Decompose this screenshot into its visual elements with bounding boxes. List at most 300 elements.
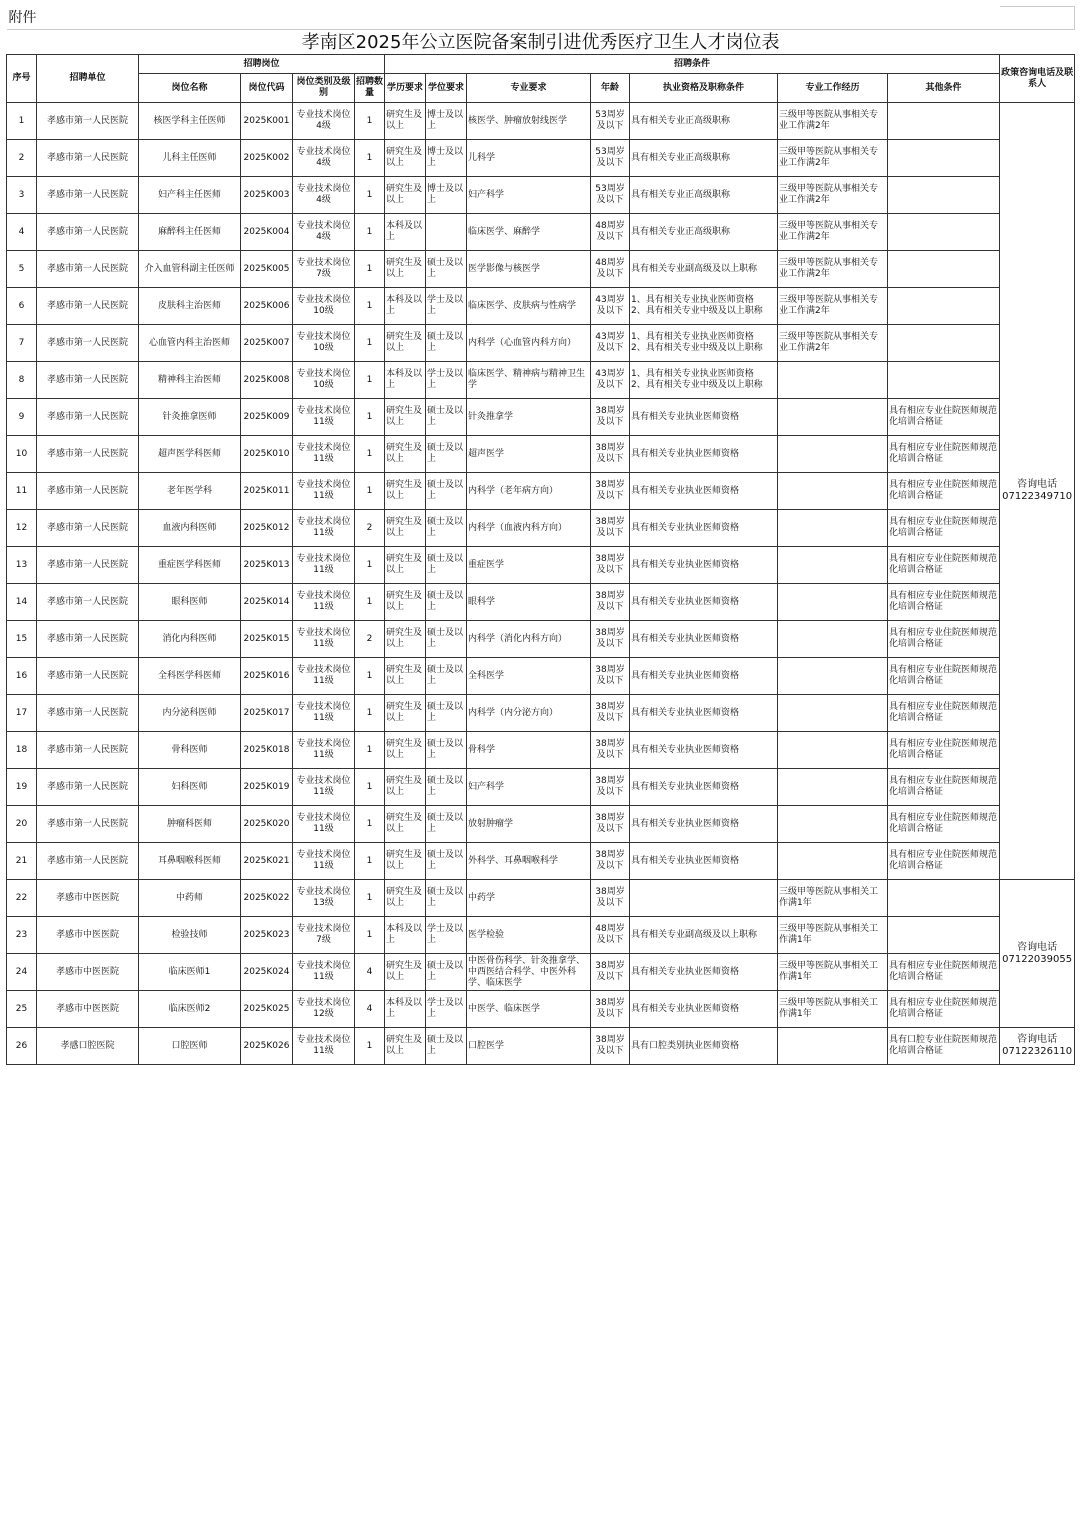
cell-count: 1: [355, 436, 385, 473]
cell-count: 1: [355, 1028, 385, 1065]
header-qualification: 执业资格及职称条件: [630, 74, 778, 103]
cell-major: 内科学（血液内科方向）: [467, 510, 591, 547]
cell-major: 中医骨伤科学、针灸推拿学、中西医结合科学、中医外科学、临床医学: [467, 954, 591, 991]
header-group-position: 招聘岗位: [139, 55, 385, 74]
table-row: [7, 399, 1075, 436]
cell-category: 专业技术岗位11级: [293, 584, 355, 621]
cell-education: 本科及以上: [385, 917, 426, 954]
cell-education: 研究生及以上: [385, 843, 426, 880]
cell-seq: 25: [7, 991, 37, 1028]
cell-category: 专业技术岗位11级: [293, 843, 355, 880]
cell-other: [888, 214, 1000, 251]
cell-experience: [778, 473, 888, 510]
cell-position-code: 2025K021: [241, 843, 293, 880]
cell-qualification: 具有相关专业执业医师资格: [630, 510, 778, 547]
cell-education: 研究生及以上: [385, 880, 426, 917]
cell-category: 专业技术岗位11级: [293, 399, 355, 436]
cell-position-name: 超声医学科医师: [139, 436, 241, 473]
cell-age: 38周岁及以下: [591, 843, 630, 880]
cell-position-code: 2025K020: [241, 806, 293, 843]
cell-unit: 孝感市第一人民医院: [37, 140, 139, 177]
cell-position-name: 心血管内科主治医师: [139, 325, 241, 362]
cell-position-code: 2025K023: [241, 917, 293, 954]
cell-seq: 21: [7, 843, 37, 880]
cell-count: 1: [355, 399, 385, 436]
table-row: [7, 103, 1075, 140]
cell-seq: 10: [7, 436, 37, 473]
header-major: 专业要求: [467, 74, 591, 103]
cell-position-code: 2025K001: [241, 103, 293, 140]
cell-age: 38周岁及以下: [591, 658, 630, 695]
cell-seq: 13: [7, 547, 37, 584]
cell-other: [888, 362, 1000, 399]
table-row: [7, 140, 1075, 177]
cell-other: 具有相应专业住院医师规范化培训合格证: [888, 584, 1000, 621]
cell-education: 研究生及以上: [385, 510, 426, 547]
cell-other: 具有相应专业住院医师规范化培训合格证: [888, 954, 1000, 991]
cell-age: 38周岁及以下: [591, 547, 630, 584]
cell-degree: [426, 214, 467, 251]
cell-unit: 孝感市中医医院: [37, 954, 139, 991]
table-row: [7, 880, 1075, 917]
cell-position-code: 2025K010: [241, 436, 293, 473]
cell-count: 1: [355, 288, 385, 325]
cell-experience: 三级甲等医院从事相关专业工作满2年: [778, 140, 888, 177]
cell-unit: 孝感市第一人民医院: [37, 510, 139, 547]
cell-position-name: 中药师: [139, 880, 241, 917]
header-degree: 学位要求: [426, 74, 467, 103]
cell-count: 1: [355, 695, 385, 732]
cell-count: 1: [355, 362, 385, 399]
cell-qualification: 具有相关专业执业医师资格: [630, 473, 778, 510]
cell-age: 48周岁及以下: [591, 251, 630, 288]
cell-age: 48周岁及以下: [591, 917, 630, 954]
cell-seq: 8: [7, 362, 37, 399]
cell-other: [888, 325, 1000, 362]
cell-seq: 24: [7, 954, 37, 991]
cell-experience: [778, 510, 888, 547]
cell-category: 专业技术岗位10级: [293, 325, 355, 362]
cell-position-name: 口腔医师: [139, 1028, 241, 1065]
cell-seq: 2: [7, 140, 37, 177]
table-row: [7, 991, 1075, 1028]
cell-age: 43周岁及以下: [591, 288, 630, 325]
table-row: [7, 362, 1075, 399]
table-row: [7, 325, 1075, 362]
cell-experience: [778, 769, 888, 806]
cell-unit: 孝感市第一人民医院: [37, 547, 139, 584]
header-other: 其他条件: [888, 74, 1000, 103]
cell-count: 1: [355, 177, 385, 214]
header-seq: 序号: [7, 55, 37, 103]
cell-position-code: 2025K014: [241, 584, 293, 621]
table-row: [7, 621, 1075, 658]
cell-degree: 硕士及以上: [426, 658, 467, 695]
cell-position-code: 2025K015: [241, 621, 293, 658]
cell-seq: 26: [7, 1028, 37, 1065]
cell-major: 内科学（老年病方向）: [467, 473, 591, 510]
cell-education: 研究生及以上: [385, 436, 426, 473]
cell-other: [888, 917, 1000, 954]
cell-major: 中药学: [467, 880, 591, 917]
cell-education: 研究生及以上: [385, 177, 426, 214]
cell-count: 1: [355, 103, 385, 140]
cell-qualification: 具有相关专业正高级职称: [630, 103, 778, 140]
cell-unit: 孝感市第一人民医院: [37, 695, 139, 732]
cell-qualification: 具有相关专业执业医师资格: [630, 769, 778, 806]
cell-seq: 4: [7, 214, 37, 251]
cell-qualification: 具有相关专业执业医师资格: [630, 658, 778, 695]
cell-education: 研究生及以上: [385, 621, 426, 658]
header-unit: 招聘单位: [37, 55, 139, 103]
cell-category: 专业技术岗位11级: [293, 436, 355, 473]
cell-experience: 三级甲等医院从事相关工作满1年: [778, 880, 888, 917]
cell-education: 研究生及以上: [385, 103, 426, 140]
cell-unit: 孝感市第一人民医院: [37, 325, 139, 362]
cell-education: 研究生及以上: [385, 473, 426, 510]
cell-other: [888, 103, 1000, 140]
cell-category: 专业技术岗位11级: [293, 954, 355, 991]
cell-age: 38周岁及以下: [591, 473, 630, 510]
cell-degree: 学士及以上: [426, 362, 467, 399]
header-position-code: 岗位代码: [241, 74, 293, 103]
cell-count: 4: [355, 954, 385, 991]
cell-qualification: 具有相关专业副高级及以上职称: [630, 251, 778, 288]
cell-qualification: 1、具有相关专业执业医师资格 2、具有相关专业中级及以上职称: [630, 288, 778, 325]
cell-category: 专业技术岗位11级: [293, 1028, 355, 1065]
cell-position-code: 2025K008: [241, 362, 293, 399]
cell-count: 1: [355, 547, 385, 584]
cell-major: 重症医学: [467, 547, 591, 584]
cell-position-code: 2025K003: [241, 177, 293, 214]
cell-unit: 孝感市第一人民医院: [37, 806, 139, 843]
cell-unit: 孝感市中医医院: [37, 991, 139, 1028]
cell-position-name: 儿科主任医师: [139, 140, 241, 177]
header-contact: 政策咨询电话及联系人: [1000, 55, 1075, 103]
cell-position-name: 麻醉科主任医师: [139, 214, 241, 251]
cell-education: 本科及以上: [385, 288, 426, 325]
cell-seq: 18: [7, 732, 37, 769]
cell-major: 内科学（内分泌方向）: [467, 695, 591, 732]
cell-age: 48周岁及以下: [591, 214, 630, 251]
cell-position-code: 2025K005: [241, 251, 293, 288]
job-table-sheet: [6, 6, 1074, 1065]
cell-unit: 孝感市第一人民医院: [37, 436, 139, 473]
cell-position-code: 2025K019: [241, 769, 293, 806]
cell-category: 专业技术岗位11级: [293, 510, 355, 547]
cell-position-code: 2025K026: [241, 1028, 293, 1065]
cell-degree: 学士及以上: [426, 917, 467, 954]
contact-phone: 07122349710: [1002, 491, 1073, 502]
cell-position-code: 2025K018: [241, 732, 293, 769]
cell-experience: 三级甲等医院从事相关专业工作满2年: [778, 177, 888, 214]
cell-age: 38周岁及以下: [591, 621, 630, 658]
cell-qualification: 1、具有相关专业执业医师资格 2、具有相关专业中级及以上职称: [630, 362, 778, 399]
page-title: 孝南区2025年公立医院备案制引进优秀医疗卫生人才岗位表: [7, 30, 1075, 55]
cell-seq: 19: [7, 769, 37, 806]
cell-position-name: 临床医师2: [139, 991, 241, 1028]
cell-unit: 孝感市第一人民医院: [37, 214, 139, 251]
cell-age: 38周岁及以下: [591, 954, 630, 991]
cell-experience: 三级甲等医院从事相关专业工作满2年: [778, 251, 888, 288]
table-row: [7, 954, 1075, 991]
cell-seq: 14: [7, 584, 37, 621]
cell-education: 研究生及以上: [385, 1028, 426, 1065]
cell-major: 临床医学、麻醉学: [467, 214, 591, 251]
cell-experience: [778, 658, 888, 695]
cell-experience: 三级甲等医院从事相关工作满1年: [778, 954, 888, 991]
cell-position-name: 内分泌科医师: [139, 695, 241, 732]
cell-position-name: 皮肤科主治医师: [139, 288, 241, 325]
cell-major: 全科医学: [467, 658, 591, 695]
cell-unit: 孝感市第一人民医院: [37, 362, 139, 399]
cell-experience: [778, 695, 888, 732]
cell-age: 38周岁及以下: [591, 436, 630, 473]
cell-education: 研究生及以上: [385, 695, 426, 732]
cell-category: 专业技术岗位12级: [293, 991, 355, 1028]
table-row: [7, 214, 1075, 251]
table-row: [7, 473, 1075, 510]
cell-education: 研究生及以上: [385, 140, 426, 177]
cell-count: 4: [355, 991, 385, 1028]
cell-position-code: 2025K016: [241, 658, 293, 695]
table-row: [7, 251, 1075, 288]
cell-experience: [778, 436, 888, 473]
cell-other: 具有相应专业住院医师规范化培训合格证: [888, 547, 1000, 584]
cell-count: 1: [355, 843, 385, 880]
cell-seq: 16: [7, 658, 37, 695]
cell-count: 1: [355, 917, 385, 954]
table-row: [7, 769, 1075, 806]
cell-category: 专业技术岗位11级: [293, 695, 355, 732]
cell-education: 本科及以上: [385, 214, 426, 251]
cell-major: 儿科学: [467, 140, 591, 177]
cell-major: 医学检验: [467, 917, 591, 954]
cell-other: [888, 251, 1000, 288]
cell-degree: 硕士及以上: [426, 843, 467, 880]
cell-position-code: 2025K006: [241, 288, 293, 325]
cell-position-code: 2025K009: [241, 399, 293, 436]
cell-education: 研究生及以上: [385, 769, 426, 806]
cell-degree: 硕士及以上: [426, 732, 467, 769]
cell-category: 专业技术岗位7级: [293, 251, 355, 288]
cell-degree: 硕士及以上: [426, 621, 467, 658]
cell-other: 具有相应专业住院医师规范化培训合格证: [888, 991, 1000, 1028]
cell-education: 研究生及以上: [385, 732, 426, 769]
cell-other: 具有口腔专业住院医师规范化培训合格证: [888, 1028, 1000, 1065]
cell-degree: 博士及以上: [426, 140, 467, 177]
cell-unit: 孝感口腔医院: [37, 1028, 139, 1065]
table-row: [7, 510, 1075, 547]
cell-qualification: 具有相关专业执业医师资格: [630, 806, 778, 843]
cell-qualification: 具有相关专业正高级职称: [630, 177, 778, 214]
cell-major: 临床医学、皮肤病与性病学: [467, 288, 591, 325]
cell-major: 骨科学: [467, 732, 591, 769]
cell-unit: 孝感市第一人民医院: [37, 621, 139, 658]
cell-age: 38周岁及以下: [591, 732, 630, 769]
cell-qualification: 具有相关专业正高级职称: [630, 214, 778, 251]
cell-major: 妇产科学: [467, 177, 591, 214]
cell-experience: [778, 399, 888, 436]
cell-position-name: 肿瘤科医师: [139, 806, 241, 843]
cell-seq: 23: [7, 917, 37, 954]
cell-degree: 硕士及以上: [426, 473, 467, 510]
cell-degree: 学士及以上: [426, 991, 467, 1028]
header-group-conditions: 招聘条件: [385, 55, 1000, 74]
cell-major: 放射肿瘤学: [467, 806, 591, 843]
cell-unit: 孝感市第一人民医院: [37, 769, 139, 806]
cell-position-code: 2025K013: [241, 547, 293, 584]
cell-age: 38周岁及以下: [591, 695, 630, 732]
table-body: [7, 103, 1075, 1065]
cell-count: 1: [355, 658, 385, 695]
cell-unit: 孝感市第一人民医院: [37, 103, 139, 140]
cell-seq: 3: [7, 177, 37, 214]
cell-education: 研究生及以上: [385, 251, 426, 288]
cell-category: 专业技术岗位11级: [293, 658, 355, 695]
cell-age: 53周岁及以下: [591, 103, 630, 140]
header-age: 年龄: [591, 74, 630, 103]
cell-age: 38周岁及以下: [591, 399, 630, 436]
cell-position-code: 2025K012: [241, 510, 293, 547]
cell-age: 43周岁及以下: [591, 362, 630, 399]
table-row: [7, 658, 1075, 695]
cell-other: 具有相应专业住院医师规范化培训合格证: [888, 473, 1000, 510]
cell-position-name: 精神科主治医师: [139, 362, 241, 399]
cell-seq: 11: [7, 473, 37, 510]
cell-count: 1: [355, 880, 385, 917]
contact-cell: [1000, 103, 1075, 880]
cell-experience: [778, 843, 888, 880]
cell-count: 1: [355, 325, 385, 362]
cell-experience: [778, 732, 888, 769]
cell-qualification: 具有相关专业执业医师资格: [630, 547, 778, 584]
table-row: [7, 917, 1075, 954]
cell-education: 研究生及以上: [385, 399, 426, 436]
cell-seq: 1: [7, 103, 37, 140]
cell-category: 专业技术岗位11级: [293, 732, 355, 769]
cell-position-name: 骨科医师: [139, 732, 241, 769]
cell-experience: 三级甲等医院从事相关专业工作满2年: [778, 214, 888, 251]
cell-position-name: 全科医学科医师: [139, 658, 241, 695]
cell-degree: 硕士及以上: [426, 695, 467, 732]
cell-other: 具有相应专业住院医师规范化培训合格证: [888, 510, 1000, 547]
cell-education: 研究生及以上: [385, 325, 426, 362]
cell-position-code: 2025K025: [241, 991, 293, 1028]
cell-major: 针灸推拿学: [467, 399, 591, 436]
cell-other: [888, 177, 1000, 214]
cell-unit: 孝感市第一人民医院: [37, 843, 139, 880]
cell-count: 1: [355, 584, 385, 621]
table-row: [7, 806, 1075, 843]
cell-major: 核医学、肿瘤放射线医学: [467, 103, 591, 140]
cell-position-name: 重症医学科医师: [139, 547, 241, 584]
cell-education: 研究生及以上: [385, 547, 426, 584]
cell-category: 专业技术岗位4级: [293, 214, 355, 251]
cell-seq: 17: [7, 695, 37, 732]
table-row: [7, 843, 1075, 880]
cell-position-name: 血液内科医师: [139, 510, 241, 547]
cell-qualification: 具有相关专业执业医师资格: [630, 621, 778, 658]
cell-position-name: 消化内科医师: [139, 621, 241, 658]
table-row: [7, 547, 1075, 584]
cell-degree: 硕士及以上: [426, 251, 467, 288]
cell-age: 53周岁及以下: [591, 140, 630, 177]
cell-experience: 三级甲等医院从事相关专业工作满2年: [778, 103, 888, 140]
cell-unit: 孝感市中医医院: [37, 880, 139, 917]
cell-experience: [778, 362, 888, 399]
cell-category: 专业技术岗位10级: [293, 288, 355, 325]
cell-seq: 22: [7, 880, 37, 917]
contact-cell: [1000, 1028, 1075, 1065]
cell-education: 研究生及以上: [385, 584, 426, 621]
cell-count: 1: [355, 473, 385, 510]
header-position-name: 岗位名称: [139, 74, 241, 103]
cell-qualification: 具有相关专业执业医师资格: [630, 732, 778, 769]
cell-qualification: 具有相关专业执业医师资格: [630, 399, 778, 436]
cell-degree: 硕士及以上: [426, 584, 467, 621]
cell-position-name: 老年医学科: [139, 473, 241, 510]
cell-experience: [778, 806, 888, 843]
table-row: [7, 288, 1075, 325]
cell-age: 38周岁及以下: [591, 991, 630, 1028]
cell-qualification: 具有相关专业执业医师资格: [630, 843, 778, 880]
cell-category: 专业技术岗位11级: [293, 769, 355, 806]
cell-education: 研究生及以上: [385, 954, 426, 991]
contact-cell: [1000, 880, 1075, 1028]
cell-other: 具有相应专业住院医师规范化培训合格证: [888, 658, 1000, 695]
cell-other: [888, 288, 1000, 325]
cell-seq: 5: [7, 251, 37, 288]
job-table: [6, 6, 1075, 1065]
cell-degree: 硕士及以上: [426, 806, 467, 843]
cell-qualification: 具有相关专业执业医师资格: [630, 695, 778, 732]
cell-position-code: 2025K004: [241, 214, 293, 251]
header-count: 招聘数量: [355, 74, 385, 103]
cell-category: 专业技术岗位4级: [293, 103, 355, 140]
cell-position-code: 2025K002: [241, 140, 293, 177]
cell-major: 口腔医学: [467, 1028, 591, 1065]
cell-degree: 硕士及以上: [426, 436, 467, 473]
cell-experience: [778, 1028, 888, 1065]
cell-count: 1: [355, 214, 385, 251]
cell-education: 本科及以上: [385, 991, 426, 1028]
cell-count: 1: [355, 732, 385, 769]
cell-other: 具有相应专业住院医师规范化培训合格证: [888, 621, 1000, 658]
cell-category: 专业技术岗位10级: [293, 362, 355, 399]
cell-position-code: 2025K017: [241, 695, 293, 732]
cell-count: 2: [355, 621, 385, 658]
cell-unit: 孝感市第一人民医院: [37, 584, 139, 621]
cell-category: 专业技术岗位4级: [293, 177, 355, 214]
cell-qualification: 具有相关专业执业医师资格: [630, 991, 778, 1028]
cell-major: 医学影像与核医学: [467, 251, 591, 288]
cell-experience: 三级甲等医院从事相关专业工作满2年: [778, 325, 888, 362]
cell-position-code: 2025K011: [241, 473, 293, 510]
cell-other: 具有相应专业住院医师规范化培训合格证: [888, 806, 1000, 843]
cell-category: 专业技术岗位11级: [293, 806, 355, 843]
table-row: [7, 584, 1075, 621]
cell-position-name: 耳鼻咽喉科医师: [139, 843, 241, 880]
cell-count: 1: [355, 140, 385, 177]
cell-major: 内科学（心血管内科方向）: [467, 325, 591, 362]
header-category: 岗位类别及级别: [293, 74, 355, 103]
table-row: [7, 1028, 1075, 1065]
cell-qualification: 具有相关专业执业医师资格: [630, 436, 778, 473]
cell-position-name: 眼科医师: [139, 584, 241, 621]
cell-position-name: 临床医师1: [139, 954, 241, 991]
contact-phone: 07122039055: [1002, 953, 1073, 965]
